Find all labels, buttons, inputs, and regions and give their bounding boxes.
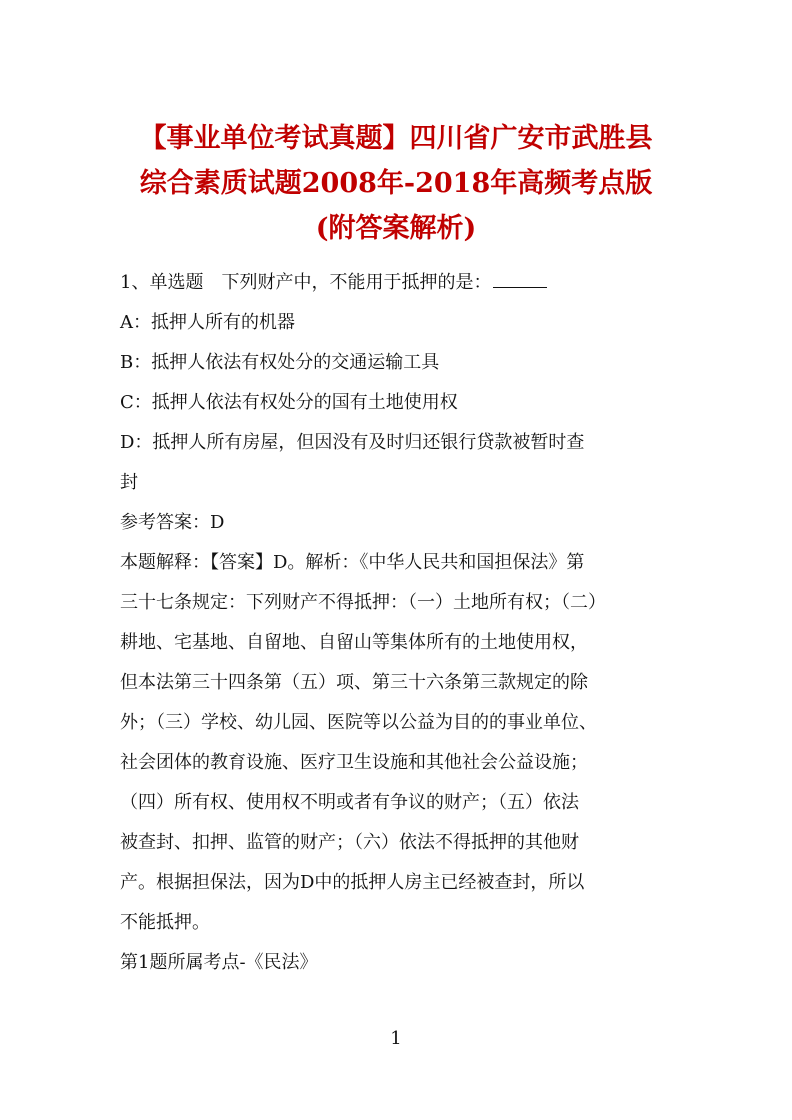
option-a: A：抵押人所有的机器 [120, 312, 295, 333]
question-stem: 1、单选题 下列财产中，不能用于抵押的是： [120, 272, 492, 293]
answer-blank [493, 269, 547, 288]
title-line-2: 综合素质试题2008年-2018年高频考点版 [139, 168, 653, 199]
explanation-line-8: 被查封、扣押、监管的财产；（六）依法不得抵押的其他财 [120, 832, 579, 853]
explanation-line-3: 耕地、宅基地、自留地、自留山等集体所有的土地使用权， [120, 632, 588, 653]
title-line-3: (附答案解析) [315, 213, 477, 244]
title-line-1: 【事业单位考试真题】四川省广安市武胜县 [139, 123, 653, 154]
question-stem-line [120, 263, 676, 303]
option-d-continued: 封 [120, 472, 138, 493]
explanation-line-9: 产。根据担保法，因为D中的抵押人房主已经被查封，所以 [120, 872, 585, 893]
explanation-line-7: （四）所有权、使用权不明或者有争议的财产；（五）依法 [120, 792, 579, 813]
explanation-line-6: 社会团体的教育设施、医疗卫生设施和其他社会公益设施； [120, 752, 588, 773]
explanation-line-1: 本题解释：【答案】D。解析：《中华人民共和国担保法》第 [120, 552, 585, 573]
option-c: C：抵押人依法有权处分的国有土地使用权 [120, 392, 458, 413]
explanation-line-10: 不能抵押。 [120, 912, 210, 933]
page-number: 1 [390, 1028, 402, 1049]
option-d: D：抵押人所有房屋，但因没有及时归还银行贷款被暂时查 [120, 432, 585, 453]
reference-answer: 参考答案：D [120, 512, 225, 533]
explanation-line-5: 外；（三）学校、幼儿园、医院等以公益为目的的事业单位、 [120, 712, 597, 733]
question-block [120, 263, 676, 983]
topic-line: 第1题所属考点-《民法》 [120, 952, 318, 973]
document-title [110, 116, 682, 251]
explanation-line-2: 三十七条规定：下列财产不得抵押：（一）土地所有权；（二） [120, 592, 606, 613]
explanation-line-4: 但本法第三十四条第（五）项、第三十六条第三款规定的除 [120, 672, 588, 693]
option-b: B：抵押人依法有权处分的交通运输工具 [120, 352, 440, 373]
